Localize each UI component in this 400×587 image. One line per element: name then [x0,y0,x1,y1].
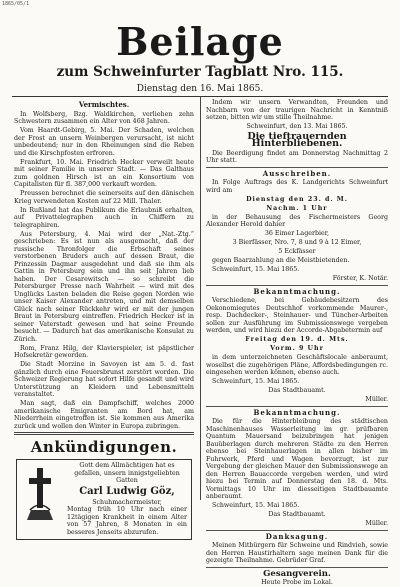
notice-paragraph: in dem unterzeichneten Geschäftslocale anberaumt, woselbst die zugehörigen Pläne, Affordsbedingungen rc. eingesehen werden können, ebenso auch. [206,354,388,376]
right-column [206,99,388,586]
article-paragraph: Man sagt, daß ein Dampfschiff, welches 2000 amerikanische Emigranten am Bord hat, am Niederrhein eingetroffen ist. Sie kommen aus Amerika zurück und wollen den Winter in Europa zubringen. [14,400,194,430]
notice-authority: Das Stadtbauamt. [268,387,326,394]
separator [206,167,388,168]
notice-signature: Müller. [365,520,388,527]
article-paragraph: Frankfurt, 10. Mai. Friedrich Hecker verweilt heute mit seiner Familie in unserer Stadt. — Das Galthaus zum goldnen Hirsch ist an ein Konsortium von Capitalisten für fl. 387,000 verkauft worden. [14,158,194,188]
cross-icon [25,466,55,522]
notice-date: Schweinfurt, 15. Mai 1865. [212,266,300,273]
separator [206,285,388,286]
notice-signature: Förster, K. Notär. [332,275,388,282]
heading-danksagung: Danksagung. [265,531,329,541]
dateline: Dienstag den 16. Mai 1865. [136,84,264,94]
article-paragraph: In Wolfsberg, Bzg. Waldkirchen, verliehen zehn Schwestern zusammen ein Alter von 468 Jahren. [14,110,194,125]
auction-item: 3 Bierfässer, Nro. 7, 8 und 9 à 12 Eimer, [232,239,362,246]
heading-bekanntmachung: Bekanntmachung. [253,286,341,296]
article-paragraph: Rom, Franz Hilg, der Klavierspieler, ist päpstlicher Hofsekretär geworden. [14,344,194,359]
death-notice [16,459,192,540]
notice-authority: Das Stadtbauamt. [268,511,326,518]
death-intro: Gott dem Allmächtigen hat es gefallen, unsern innigstgeliebten Gatten [74,462,180,484]
notice-paragraph: Heute Probe im Lokal. [261,579,333,586]
deceased-occupation: Schuhmachermeister, [92,498,162,506]
tender-time: Vorm. 9 Uhr [270,345,324,352]
deceased-name: Carl Ludwig Göz, [79,485,175,497]
auction-item: 36 Eimer Lagerbier, [264,230,330,237]
death-text: Montag früh 10 Uhr nach einer 12tägigen Krankheit in einem Alter von 57 Jahren, 8 Monaten in ein besseres Jenseits abzurufen. [67,506,187,536]
heading-bekanntmachung-2: Bekanntmachung. [253,407,341,417]
notice-paragraph: in der Behausung des Fischermeisters Georg Alexander Herold dahier [206,213,388,228]
masthead-subtitle: zum Schweinfurter Tagblatt Nro. 115. [56,64,344,80]
heading-vermischtes: Vermischtes. [78,100,130,109]
notice-paragraph: Verschiedene, bei Gebäudebesitzern des Oekonomiegutes Deutschhof vorkommende Maurer-, resp. Dachdecker-, Steinhauer- und Tüncher-Arbeiten sollen zur Ausführung im Submissionswege vergeben werden, und wird hiezu der Accorde-Abgabetermin auf [206,297,388,334]
notice-paragraph: Indem wir unsern Verwandten, Freunden und Nachbarn von der traurigen Nachricht in Kenntniß setzen, bitten wir um stille Theilnahme. [206,99,388,121]
auction-item: 5 Eckfässer [278,248,316,255]
notice-signature: Müller. [365,396,388,403]
masthead-title: Beilage [116,19,284,64]
separator [206,406,388,407]
section-separator [14,432,194,435]
heading-gesangverein: Gesangverein. [263,568,331,579]
notice-paragraph: gegen Baarzahlung an die Meistbietenden. [212,257,350,264]
notice-date: Schweinfurt, 15. Mai 1865. [212,502,300,509]
notice-paragraph: In Folge Auftrags des K. Landgerichts Schweinfurt wird am [206,179,388,194]
column-divider [200,96,201,500]
article-paragraph: Vom Haardt-Gebirg, 5. Mai. Der Schaden, welchen der Frost an unsern Weinbergen verursacht, ist nicht unbedeutend; nur in den Rheinungen sind die Reben und die Kirschpfosten erfroren. [14,127,194,157]
separator [206,530,388,531]
notice-paragraph: Die für die Hinterbleibung des städtischen Maschinenhauses Wasserleitung im gr. prüfbaren Quantum Mauersand beizubringen hat jenigen Bauüberlagen durch mehreren Städte zu den Herren ebenso bei Steinhauerlagen in allen bisher im Fuhrwerk, Pferd und Wagen bevorzugt, ist zur Vergebung der gleichen Mauer den Submissionswege an den Herren Bauaccorde vergeben werden, und wird hiezu bei Termin auf Donnerstag den 18. d. Mts. Vormittags 10 Uhr im diesseitigen Stadtbauamte anberaumt. [206,418,388,500]
notice-paragraph: Meinen Mitbürgern für Schweine und Rindvieh, sowie den Herren Haustirhaltern sage meinen Dank für die gezeigte Theilnahme. Gebrüder Graf. [206,542,388,564]
left-column [14,99,194,536]
auction-time: Nachm. 1 Uhr [266,204,328,212]
auction-date: Dienstag den 23. d. M. [246,195,348,203]
article-paragraph: Aus Petersburg, 4. Mai wird der „Nat.-Ztg.“ geschrieben: Es ist nun als ausgemacht, daß der russische Thronfolger die Erbschaft seines verstorbenen Bruders auch auf dessen Braut, die Prinzessin Dagmar ausgedehnt und daß sie ihm als Gattin in Petersburg sein und ihn seit Jahren lieb haben. Der Cesarewitsch — so schreibt die Petersburger Presse nach Wahrheit — wird mit des Unglücks Lasten beladen die Reise gegen Norden wie unser Kaiser Alexander antreten, und mit demselben Glück nach seiner Rückkehr wird er mit der jungen Braut in Petersburg eintreffen. Friedrich Hecker ist in seiner Vaterstadt gewesen und hat seine Freunde besucht. — Dadurch hat das amerikanische Konsulat zu Zürich. [14,230,194,343]
heading-ankuendigungen: Ankündigungen. [30,438,178,456]
notice-date: Schweinfurt, 15. Mai 1865. [212,378,300,385]
article-paragraph: Preussen berechnet die seinerseits auf den dänischen Krieg verwendeten Kosten auf 22 Mill. Thaler. [14,190,194,205]
article-paragraph: In Rußland hat das Publikum die Erlaubniß erhalten, auf Privattelegraphen auch in Chiffern zu telegraphiren. [14,206,194,229]
mourners-line: Die tieftrauernden Hinterbliebenen. [247,130,347,149]
separator [206,567,388,568]
notice-paragraph: Die Beerdigung findet am Donnerstag Nachmittag 2 Uhr statt. [206,149,388,164]
notice-date: Schweinfurt, den 13. Mai 1865. [246,123,348,130]
article-paragraph: Die Stadt Morzine in Savoyen ist am 5. d. fast gänzlich durch eine Feuersbrunst zerstört worden. Die Schweizer Regierung hat sofort Hilfe gesandt und wird Unterstützung an Kleidern und Lebensmitteln veranstaltet. [14,361,194,398]
tender-date: Freitag den 19. d. Mts. [245,336,349,343]
archive-id: 1865/05/1 [2,1,30,7]
heading-ausschreiben: Ausschreiben. [262,168,332,178]
